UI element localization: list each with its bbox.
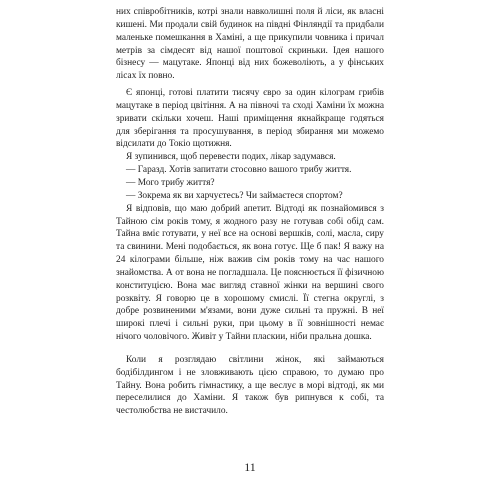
body-text bbox=[116, 6, 384, 418]
paragraph: них співробітників, котрі знали навколишні поля й ліси, як власні кишені. Ми продали свій будинок на півдні Фінляндії та придбали маленьке помешкання в Хаміні, а ще прикупили човника і причал метрів за сімдесят від нашої поштової скриньки. Ідея нашого бізнесу — мацутаке. Японці від них божеволіють, а у фінських лісах їх повно. bbox=[116, 7, 384, 82]
paragraph: — Зокрема як ви харчуєтесь? Чи займаєтеся спортом? bbox=[126, 190, 343, 201]
paragraph: Коли я розглядаю світлини жінок, які займаються бодібілдингом і не зловживають цією справою, то думаю про Тайну. Вона робить гімнастику, а ще веслує в морі відтоді, як ми переселилися до Хаміни. Я також був рипнувся к собі, та честолюбства не вистачило. bbox=[116, 354, 384, 417]
paragraph: — Мого трибу життя? bbox=[126, 177, 215, 188]
paragraph: Я відповів, що маю добрий апетит. Відтоді як познайомився з Тайною сім років тому, я жодного разу не готував собі обід сам. Тайна вміє готувати, у неї все на основі вершків, солі, масла, сиру та свинини. Мені подобається, як вона готує. Ще б пак! Я важу на 24 кілограми більше, ніж важив сім років тому на час нашого знайомства. А от вона не погладшала. Це пояснюється її фізичною конституцією. Вона має вигляд ставної жінки на вершині свого розквіту. Я говорю це в хорошому смислі. Її стегна округлі, з добре розвиненими м'язами, вони дуже сильні та пружні. В неї широкі плечі і сильні руки, при цьому в її зовнішності немає нічого чоловічого. Живіт у Тайни пласкии, ніби пральна дошка. bbox=[116, 203, 384, 343]
paragraph: Є японці, готові платити тисячу євро за один кілограм грибів мацутаке в період цвітіння. А на півночі та сході Хаміни їх можна зривати скільки хочеш. Наші приміщення якнайкраще годяться для зберігання та просушування, в період збирання ми можемо відсилати до Токіо щотижня. bbox=[116, 88, 384, 150]
paragraph: — Гаразд. Хотів запитати стосовно вашого трибу життя. bbox=[126, 165, 352, 176]
paragraph: Я зупинився, щоб перевести подих, лікар задумався. bbox=[126, 152, 336, 163]
page-number: 11 bbox=[244, 460, 256, 474]
